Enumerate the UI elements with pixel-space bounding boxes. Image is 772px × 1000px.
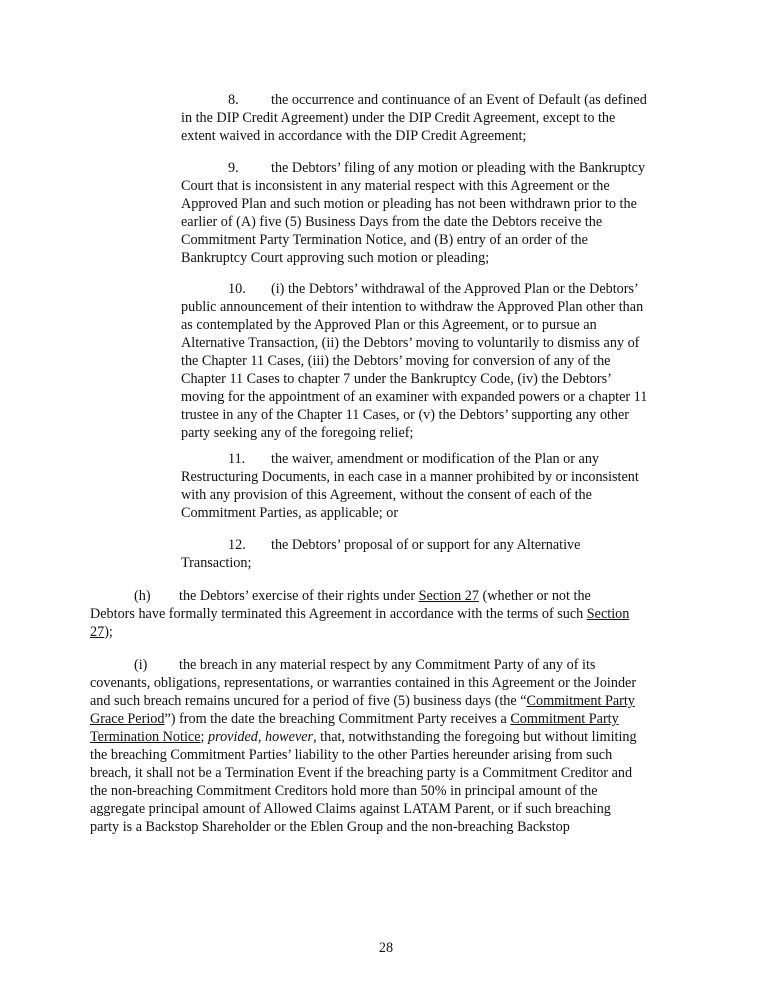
item-number: 10. xyxy=(228,281,246,297)
section-link: Section xyxy=(586,606,630,622)
list-item-10 xyxy=(181,280,681,442)
item-text: the Debtors’ proposal of or support for any Alternative xyxy=(271,537,581,553)
item-number: 12. xyxy=(228,537,246,553)
list-item-11 xyxy=(181,450,681,522)
paragraph-h: (h) the Debtors’ exercise of their rights under Section 27 (whether or not the Debtors have formally terminated this Agreement in accordance with the terms of such Section 27); xyxy=(90,588,630,640)
item-text: extent waived in accordance with the DIP Credit Agreement; xyxy=(181,128,527,144)
item-number: 11. xyxy=(228,451,246,467)
paragraph-number: (h) xyxy=(134,588,151,604)
item-text: Alternative Transaction, (ii) the Debtors’ moving to voluntarily to dismiss any of xyxy=(181,335,640,351)
item-number: 8. xyxy=(228,92,239,108)
item-text: Bankruptcy Court approving such motion or pleading; xyxy=(181,250,490,266)
item-text: (i) the Debtors’ withdrawal of the Approved Plan or the Debtors’ xyxy=(271,281,639,297)
item-text: party seeking any of the foregoing relief; xyxy=(181,425,414,441)
item-text: Commitment Party Termination Notice, and (B) entry of an order of the xyxy=(181,232,588,248)
page-number: 28 xyxy=(378,940,394,956)
list-item-8 xyxy=(181,91,681,145)
paragraph-i: (i) the breach in any material respect by any Commitment Party of any of its covenants, obligations, representations, or warranties contained in this Agreement or the Joinder and such breach remains uncured for a period of five (5) business days (the “Commitment Party Grace Period”) from the date the breaching Commitment Party receives a Commitment Party Termination Notice; provided, however, that, notwithstanding the foregoing but without limiting the breaching Commitment Parties’ liability to the other Parties hereunder arising from such breach, it shall not be a Termination Event if the breaching party is a Commitment Creditor and the non-breaching Commitment Creditors hold more than 50% in principal amount of the aggregate principal amount of Allowed Claims against LATAM Parent, or if such breaching party is a Backstop Shareholder or the Eblen Group and the non-breaching Backstop xyxy=(90,657,637,835)
defined-term: Grace Period xyxy=(90,711,165,727)
section-27-link: Section 27 xyxy=(418,588,479,604)
item-text: the Chapter 11 Cases, (iii) the Debtors’ moving for conversion of any of the xyxy=(181,353,611,369)
item-text: Transaction; xyxy=(181,555,252,571)
defined-term: Termination Notice xyxy=(90,729,201,745)
item-text: moving for the appointment of an examiner with expanded powers or a chapter 11 xyxy=(181,389,648,405)
item-text: in the DIP Credit Agreement) under the DIP Credit Agreement, except to the xyxy=(181,110,616,126)
defined-term: Commitment Party xyxy=(510,711,619,727)
list-item-9 xyxy=(181,159,681,267)
item-text: public announcement of their intention to withdraw the Approved Plan other than xyxy=(181,299,644,315)
proviso-italic: provided, however xyxy=(208,729,314,745)
item-text: Restructuring Documents, in each case in a manner prohibited by or inconsistent xyxy=(181,469,639,485)
item-text: earlier of (A) five (5) Business Days from the date the Debtors receive the xyxy=(181,214,603,230)
item-text: Court that is inconsistent in any material respect with this Agreement or the xyxy=(181,178,610,194)
list-item-12 xyxy=(181,536,681,572)
item-number: 9. xyxy=(228,160,239,176)
item-text: the occurrence and continuance of an Event of Default (as defined xyxy=(271,92,647,108)
item-text: the Debtors’ filing of any motion or pleading with the Bankruptcy xyxy=(271,160,646,176)
item-text: Approved Plan and such motion or pleading has not been withdrawn prior to the xyxy=(181,196,637,212)
paragraph-number: (i) xyxy=(134,657,148,673)
item-text: Commitment Parties, as applicable; or xyxy=(181,505,399,521)
defined-term: Commitment Party xyxy=(526,693,635,709)
item-text: with any provision of this Agreement, without the consent of each of the xyxy=(181,487,592,503)
item-text: Chapter 11 Cases to chapter 7 under the Bankruptcy Code, (iv) the Debtors’ xyxy=(181,371,612,387)
section-number-link: 27 xyxy=(90,624,105,640)
item-text: as contemplated by the Approved Plan or this Agreement, or to pursue an xyxy=(181,317,597,333)
item-text: the waiver, amendment or modification of the Plan or any xyxy=(271,451,600,467)
item-text: trustee in any of the Chapter 11 Cases, or (v) the Debtors’ supporting any other xyxy=(181,407,629,423)
